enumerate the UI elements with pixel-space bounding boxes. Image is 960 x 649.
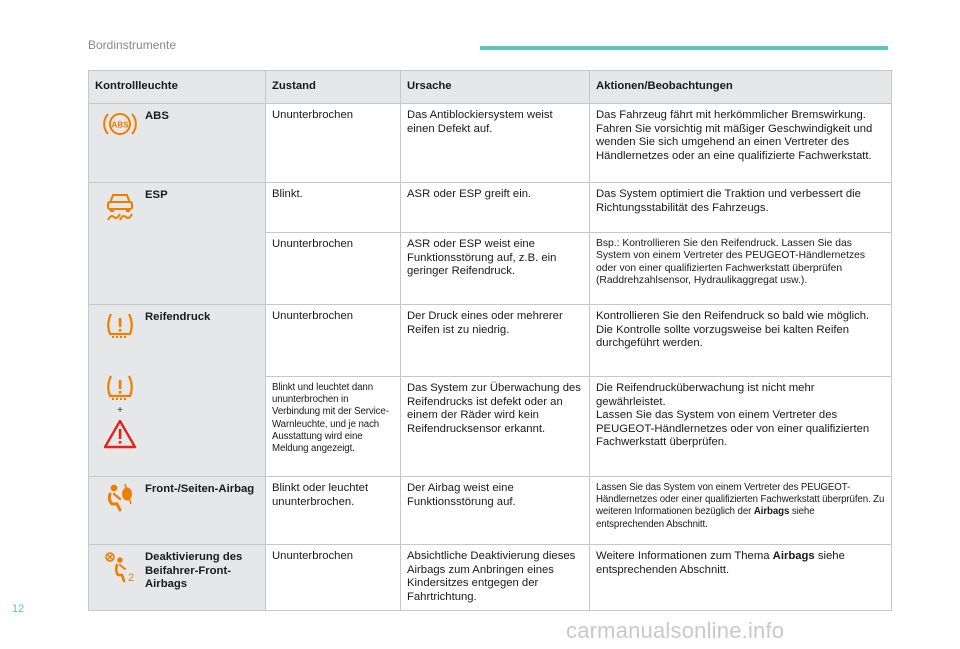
column-header-actions: Aktionen/Beobachtungen	[590, 71, 892, 104]
section-title: Bordinstrumente	[88, 38, 177, 52]
action-text: siehe entsprechenden Abschnitt.	[596, 506, 815, 530]
service-warning-icon	[103, 418, 137, 450]
indicator-cell-airbag	[89, 477, 266, 545]
indicator-name: Front-/Seiten-Airbag	[145, 483, 255, 495]
cause-cell: Das System zur Überwachung des Reifendrucks ist defekt oder an einem der Räder wird kein Reifendrucksensor erkannt.	[401, 377, 590, 477]
airbag-icon	[103, 482, 137, 512]
abs-warning-icon	[102, 109, 138, 139]
action-cell: Kontrollieren Sie den Reifendruck so bald wie möglich. Die Kontrolle sollte vorzugsweise bei kalten Reifen durchgeführt werden.	[590, 305, 892, 377]
state-cell: Ununterbrochen	[266, 233, 401, 305]
cause-cell: ASR oder ESP weist eine Funktionsstörung auf, z.B. ein geringer Reifendruck.	[401, 233, 590, 305]
action-cell: Das System optimiert die Traktion und verbessert die Richtungsstabilität des Fahrzeugs.	[590, 183, 892, 233]
state-cell: Blinkt.	[266, 183, 401, 233]
action-cell	[590, 377, 892, 477]
indicator-cell-esp	[89, 183, 266, 305]
indicator-cell-tire-pressure	[89, 305, 266, 477]
table-row	[89, 104, 892, 183]
indicator-name: ESP	[145, 189, 168, 201]
indicator-name: Deaktivierung des Beifahrer-Front-Airbags	[145, 551, 243, 591]
column-header-state: Zustand	[266, 71, 401, 104]
cause-cell: ASR oder ESP greift ein.	[401, 183, 590, 233]
indicator-name: ABS	[145, 110, 169, 122]
passenger-airbag-off-icon	[103, 550, 137, 584]
action-cell: Bsp.: Kontrollieren Sie den Reifendruck. Lassen Sie das System von einem Vertreter des PEUGEOT-Händlernetzes oder von einer qualifizierten Fachwerkstatt überprüfen (Raddrehzahlsensor, Hydraulikaggregat usw.).	[590, 233, 892, 305]
cause-cell: Der Druck eines oder mehrerer Reifen ist zu niedrig.	[401, 305, 590, 377]
action-keyword: Airbags	[772, 550, 815, 562]
indicator-table	[88, 70, 892, 611]
table-row	[89, 545, 892, 611]
action-line: Die Reifendrucküberwachung ist nicht mehr gewährleistet.	[596, 382, 815, 408]
svg-text:2: 2	[127, 572, 135, 584]
action-cell: Das Fahrzeug fährt mit herkömmlicher Bremswirkung. Fahren Sie vorsichtig mit mäßiger Geschwindigkeit und wenden Sie sich umgehend an einen Vertreter des Händlernetzes oder an eine qualifizierte Fachwerkstatt.	[590, 104, 892, 183]
indicator-name: Reifendruck	[145, 311, 211, 323]
table-row	[89, 305, 892, 377]
action-text: Lassen Sie das System von einem Vertreter des PEUGEOT-Händlernetzes oder einer qualifizierten Fachwerkstatt überprüfen. Zu weiteren Informationen bezüglich der	[596, 482, 885, 518]
svg-text:ABS: ABS	[111, 120, 129, 130]
table-row	[89, 183, 892, 233]
action-keyword: Airbags	[753, 506, 790, 518]
plus-sign: +	[117, 405, 123, 416]
state-cell: Ununterbrochen	[266, 545, 401, 611]
header-accent-bar	[480, 46, 888, 50]
action-cell	[590, 477, 892, 545]
state-cell: Blinkt und leuchtet dann ununterbrochen in Verbindung mit der Service-Warnleuchte, und je nach Ausstattung wird eine Meldung angezeigt.	[266, 377, 401, 477]
esp-skid-icon	[103, 188, 137, 222]
column-header-cause: Ursache	[401, 71, 590, 104]
action-text: siehe entsprechenden Abschnitt.	[596, 550, 845, 576]
table-header-row	[89, 71, 892, 104]
page-number: 12	[12, 603, 25, 615]
table-row	[89, 477, 892, 545]
cause-cell: Absichtliche Deaktivierung dieses Airbags zum Anbringen eines Kindersitzes entgegen der Fahrtrichtung.	[401, 545, 590, 611]
action-line: Lassen Sie das System von einem Vertreter des PEUGEOT-Händlernetzes oder von einer qualifizierten Fachwerkstatt überprüfen.	[596, 409, 870, 449]
indicator-cell-airbag-off	[89, 545, 266, 611]
state-cell: Ununterbrochen	[266, 104, 401, 183]
tire-pressure-icon	[103, 372, 137, 404]
state-cell: Blinkt oder leuchtet ununterbrochen.	[266, 477, 401, 545]
indicator-cell-abs	[89, 104, 266, 183]
action-text: Weitere Informationen zum Thema	[596, 550, 770, 562]
column-header-indicator: Kontrollleuchte	[89, 71, 266, 104]
action-cell	[590, 545, 892, 611]
cause-cell: Der Airbag weist eine Funktionsstörung auf.	[401, 477, 590, 545]
watermark: carmanualsonline.info	[566, 618, 785, 643]
tire-pressure-icon	[103, 310, 137, 342]
cause-cell: Das Antiblockiersystem weist einen Defekt auf.	[401, 104, 590, 183]
state-cell: Ununterbrochen	[266, 305, 401, 377]
